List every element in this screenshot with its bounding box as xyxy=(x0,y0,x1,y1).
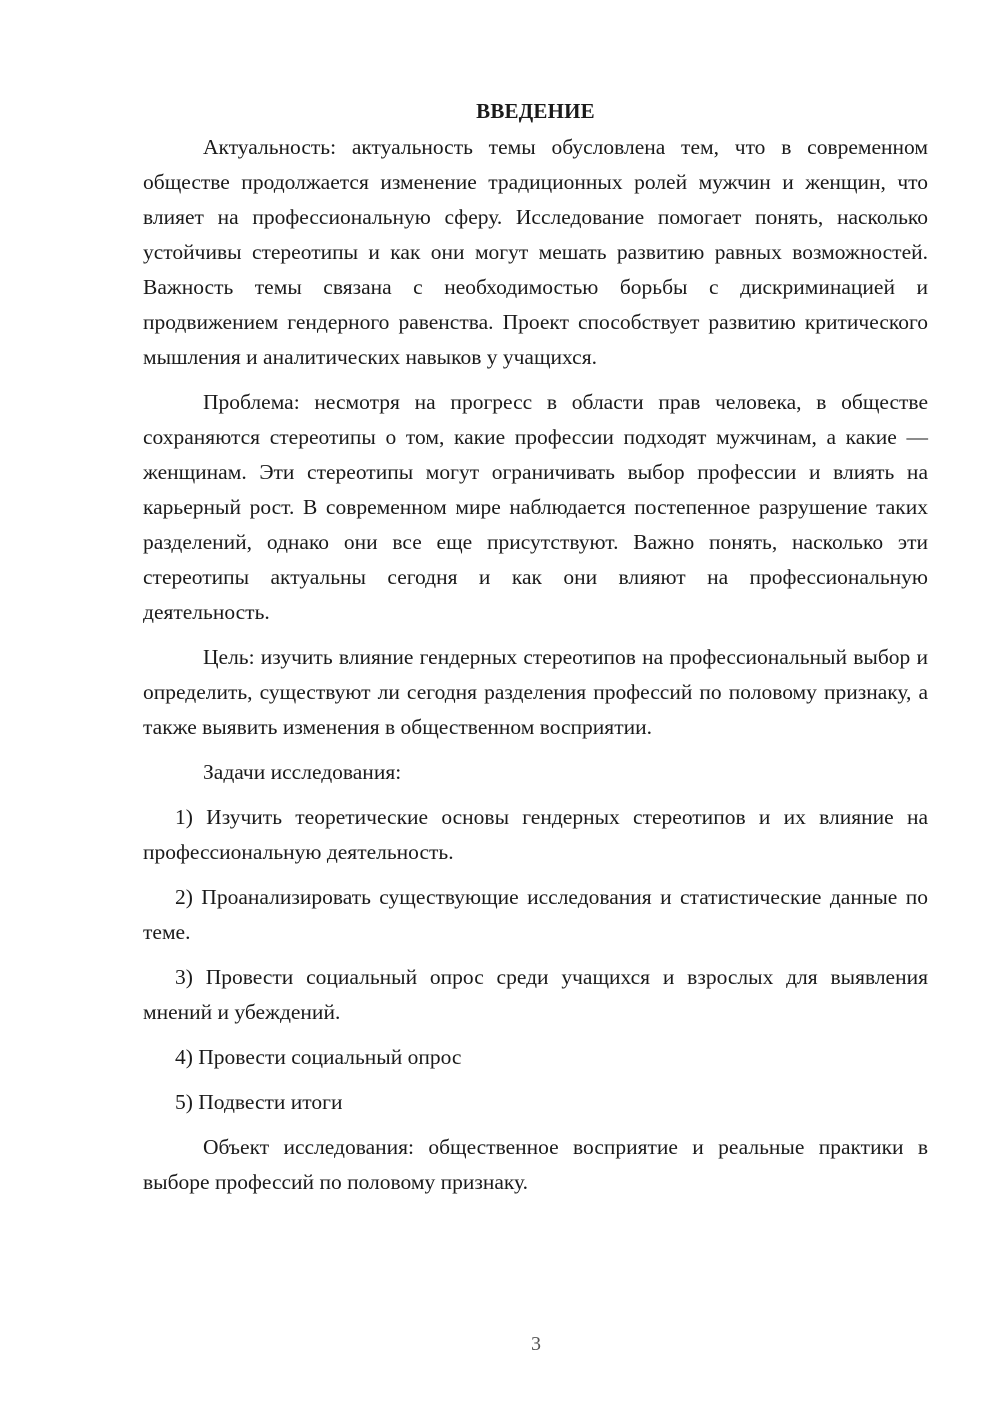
problem-paragraph: Проблема: несмотря на прогресс в области прав человека, в обществе сохраняются стереотипы о том, какие профессии подходят мужчинам, а какие — женщинам. Эти стереотипы могут ограничивать выбор профессии и влиять на карьерный рост. В современном мире наблюдается постепенное разрушение таких разделений, однако они все еще присутствуют. Важно понять, насколько эти стереотипы актуальны сегодня и как они влияют на профессиональную деятельность. xyxy=(143,390,928,624)
object-paragraph: Объект исследования: общественное восприятие и реальные практики в выборе профессий по половому признаку. xyxy=(143,1135,928,1194)
document-page xyxy=(143,92,928,1200)
task-item-2: 2) Проанализировать существующие исследования и статистические данные по теме. xyxy=(143,885,928,944)
goal-paragraph: Цель: изучить влияние гендерных стереотипов на профессиональный выбор и определить, существуют ли сегодня разделения профессий по половому признаку, а также выявить изменения в общественном восприятии. xyxy=(143,645,928,739)
page-number: 3 xyxy=(531,1333,541,1355)
task-item-1: 1) Изучить теоретические основы гендерных стереотипов и их влияние на профессиональную деятельность. xyxy=(143,805,928,864)
task-item-3: 3) Провести социальный опрос среди учащихся и взрослых для выявления мнений и убеждений. xyxy=(143,965,928,1024)
section-title: ВВЕДЕНИЕ xyxy=(476,99,595,123)
relevance-paragraph: Актуальность: актуальность темы обусловлена тем, что в современном обществе продолжается изменение традиционных ролей мужчин и женщин, что влияет на профессиональную сферу. Исследование помогает понять, насколько устойчивы стереотипы и как они могут мешать развитию равных возможностей. Важность темы связана с необходимостью борьбы с дискриминацией и продвижением гендерного равенства. Проект способствует развитию критического мышления и аналитических навыков у учащихся. xyxy=(143,135,928,369)
tasks-heading: Задачи исследования: xyxy=(203,760,402,784)
task-item-5: 5) Подвести итоги xyxy=(175,1090,343,1114)
task-item-4: 4) Провести социальный опрос xyxy=(175,1045,462,1069)
